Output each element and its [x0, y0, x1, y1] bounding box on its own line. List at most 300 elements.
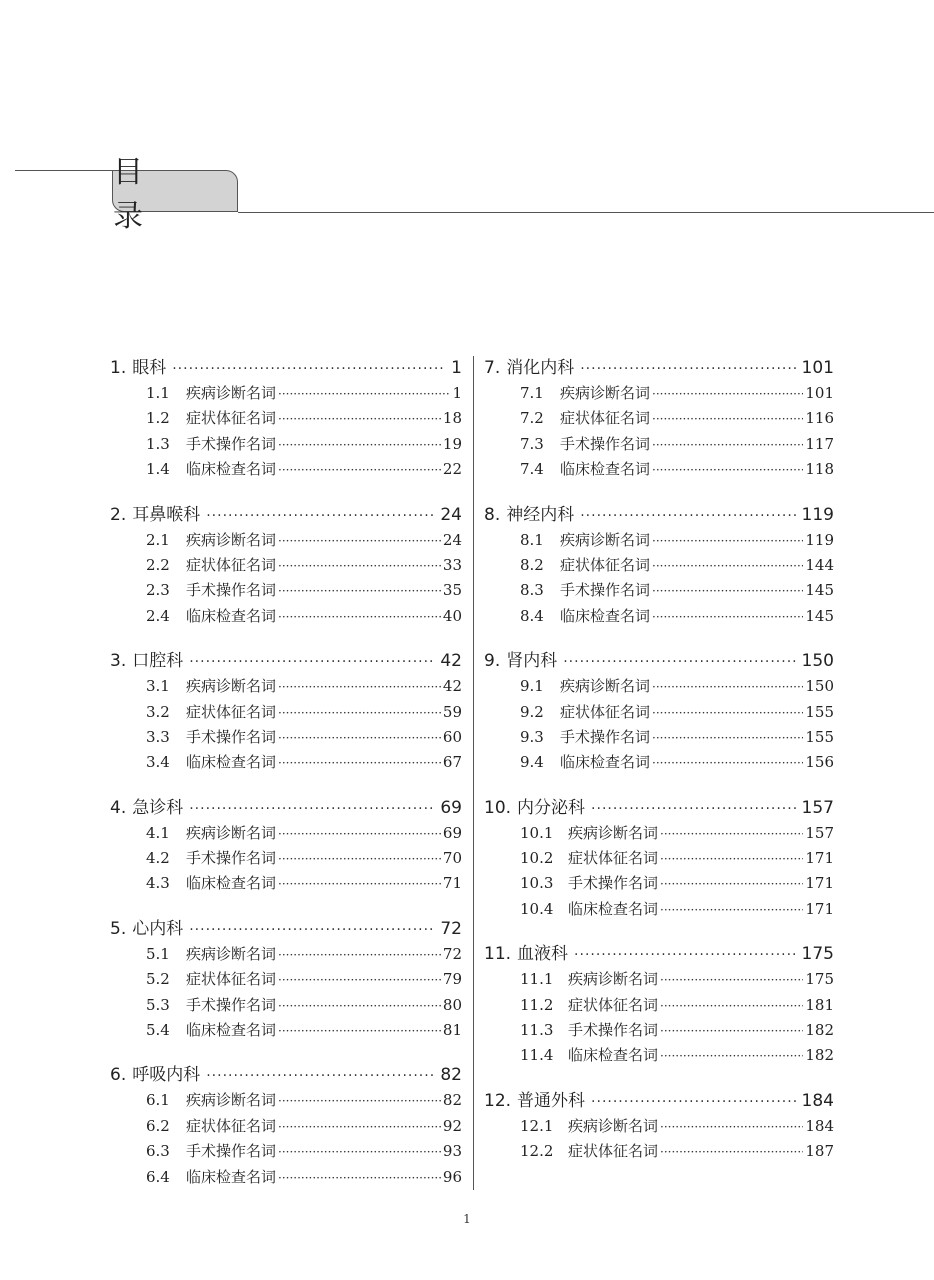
- dot-leader: [278, 458, 441, 483]
- section-title: 临床检查名词: [560, 460, 651, 479]
- toc-section-row[interactable]: [484, 725, 834, 750]
- toc-section-row[interactable]: [484, 1043, 834, 1068]
- chapter-number: 3.: [110, 651, 127, 672]
- section-number: 12.1: [520, 1116, 554, 1135]
- chapter-number: 7.: [484, 358, 501, 378]
- chapter-page: 157: [801, 797, 834, 818]
- chapter-page: 184: [801, 1090, 834, 1111]
- dot-leader: [652, 701, 803, 726]
- section-title: 手术操作名词: [186, 727, 277, 746]
- toc-section-row[interactable]: [110, 1114, 462, 1139]
- dot-leader: [580, 357, 795, 382]
- toc-section-row[interactable]: [110, 871, 462, 896]
- toc-chapter-row[interactable]: [484, 356, 834, 381]
- section-page: 171: [805, 849, 834, 868]
- dot-leader: [278, 407, 441, 432]
- dot-leader: [278, 822, 441, 847]
- section-title: 疾病诊断名词: [560, 384, 651, 402]
- section-number: 2.2: [146, 555, 170, 574]
- dot-leader: [591, 797, 796, 822]
- toc-section-row[interactable]: [484, 846, 834, 871]
- section-title: 症状体征名词: [568, 995, 659, 1014]
- toc-section-row[interactable]: [110, 1018, 462, 1043]
- section-number: 8.2: [520, 555, 544, 574]
- toc-section-row[interactable]: [110, 821, 462, 846]
- section-page: 69: [442, 823, 462, 842]
- section-number: 12.2: [520, 1142, 554, 1161]
- toc-section-row[interactable]: [484, 528, 834, 553]
- section-title: 疾病诊断名词: [186, 384, 277, 402]
- chapter-title: 消化内科: [506, 358, 575, 378]
- toc-section-row[interactable]: [110, 967, 462, 992]
- section-page: 82: [442, 1091, 462, 1110]
- toc-section-row[interactable]: [110, 846, 462, 871]
- toc-section-row[interactable]: [484, 821, 834, 846]
- toc-section-row[interactable]: [110, 1088, 462, 1113]
- section-title: 手术操作名词: [560, 434, 651, 453]
- dot-leader: [278, 1166, 441, 1191]
- section-page: 67: [442, 753, 462, 772]
- section-number: 3.4: [146, 753, 170, 772]
- section-number: 4.3: [146, 874, 170, 893]
- chapter-number: 9.: [484, 651, 501, 672]
- chapter-title: 口腔科: [132, 651, 184, 672]
- section-number: 1.1: [146, 384, 170, 402]
- section-number: 1.2: [146, 409, 170, 428]
- dot-leader: [660, 1019, 803, 1044]
- toc-section-row[interactable]: [110, 750, 462, 775]
- section-title: 疾病诊断名词: [568, 823, 659, 842]
- section-page: 59: [442, 702, 462, 721]
- section-number: 5.2: [146, 970, 170, 989]
- section-number: 8.4: [520, 606, 544, 625]
- section-number: 10.4: [520, 899, 554, 918]
- section-page: 81: [442, 1021, 462, 1040]
- toc-section-row[interactable]: [484, 1018, 834, 1043]
- dot-leader: [278, 994, 441, 1019]
- toc-section-row[interactable]: [110, 381, 462, 406]
- toc-right-column: [484, 356, 834, 1185]
- section-number: 2.3: [146, 581, 170, 600]
- chapter-title: 肾内科: [506, 651, 558, 672]
- section-page: 22: [442, 460, 462, 479]
- section-page: 33: [442, 555, 462, 574]
- section-page: 145: [805, 606, 834, 625]
- dot-leader: [652, 605, 803, 630]
- chapter-number: 8.: [484, 504, 501, 525]
- section-page: 150: [805, 677, 834, 696]
- section-number: 3.2: [146, 702, 170, 721]
- chapter-title: 神经内科: [506, 504, 575, 525]
- section-number: 4.2: [146, 849, 170, 868]
- toc-chapter: [484, 356, 834, 483]
- section-number: 10.3: [520, 874, 554, 893]
- toc-section-row[interactable]: [110, 1165, 462, 1190]
- section-number: 6.1: [146, 1091, 170, 1110]
- chapter-title: 内分泌科: [517, 797, 586, 818]
- section-page: 18: [442, 409, 462, 428]
- section-page: 156: [805, 753, 834, 772]
- toc-chapter: [110, 917, 462, 1044]
- section-number: 3.1: [146, 677, 170, 696]
- section-page: 92: [442, 1116, 462, 1135]
- toc-section-row[interactable]: [484, 674, 834, 699]
- section-title: 临床检查名词: [186, 1021, 277, 1040]
- section-title: 症状体征名词: [568, 1142, 659, 1161]
- chapter-number: 1.: [110, 358, 127, 378]
- dot-leader: [278, 1115, 441, 1140]
- toc-left-column: [110, 356, 462, 1210]
- dot-leader: [660, 822, 803, 847]
- section-page: 1: [452, 384, 462, 402]
- dot-leader: [652, 433, 803, 458]
- section-number: 8.3: [520, 581, 544, 600]
- dot-leader: [660, 847, 803, 872]
- dot-leader: [660, 1044, 803, 1069]
- header-rule-left: [15, 170, 120, 171]
- section-number: 5.3: [146, 995, 170, 1014]
- chapter-number: 5.: [110, 918, 127, 939]
- dot-leader: [206, 1064, 434, 1089]
- column-divider: [473, 356, 474, 1190]
- section-page: 181: [805, 995, 834, 1014]
- section-page: 35: [442, 581, 462, 600]
- toc-section-row[interactable]: [110, 604, 462, 629]
- section-number: 4.1: [146, 823, 170, 842]
- dot-leader: [278, 554, 441, 579]
- section-title: 疾病诊断名词: [186, 530, 277, 549]
- toc-section-row[interactable]: [110, 725, 462, 750]
- dot-leader: [206, 504, 434, 529]
- section-page: 24: [442, 530, 462, 549]
- section-number: 6.4: [146, 1167, 170, 1186]
- section-number: 2.4: [146, 606, 170, 625]
- toc-chapter: [484, 942, 834, 1069]
- dot-leader: [172, 357, 445, 382]
- toc-title-tab: [112, 155, 238, 234]
- chapter-page: 82: [440, 1065, 462, 1086]
- chapter-title: 眼科: [132, 358, 167, 378]
- section-number: 6.2: [146, 1116, 170, 1135]
- dot-leader: [580, 504, 795, 529]
- toc-section-row[interactable]: [484, 381, 834, 406]
- section-title: 症状体征名词: [568, 849, 659, 868]
- section-number: 7.4: [520, 460, 544, 479]
- chapter-page: 42: [440, 651, 462, 672]
- dot-leader: [652, 579, 803, 604]
- toc-section-row[interactable]: [484, 967, 834, 992]
- dot-leader: [278, 1140, 441, 1165]
- section-number: 1.3: [146, 434, 170, 453]
- section-title: 手术操作名词: [186, 995, 277, 1014]
- dot-leader: [574, 943, 796, 968]
- dot-leader: [652, 554, 803, 579]
- section-page: 40: [442, 606, 462, 625]
- section-title: 手术操作名词: [568, 1021, 659, 1040]
- toc-chapter-row[interactable]: [484, 649, 834, 674]
- toc-chapter-row[interactable]: [110, 796, 462, 821]
- toc-section-row[interactable]: [110, 432, 462, 457]
- section-page: 157: [805, 823, 834, 842]
- toc-section-row[interactable]: [110, 406, 462, 431]
- toc-section-row[interactable]: [110, 700, 462, 725]
- toc-section-row[interactable]: [110, 578, 462, 603]
- dot-leader: [660, 1115, 803, 1140]
- chapter-page: 175: [801, 944, 834, 965]
- toc-chapter: [110, 796, 462, 897]
- dot-leader: [652, 407, 803, 432]
- toc-section-row[interactable]: [484, 700, 834, 725]
- toc-chapter: [110, 356, 462, 483]
- section-title: 临床检查名词: [186, 606, 277, 625]
- section-number: 11.1: [520, 970, 554, 989]
- toc-chapter: [484, 796, 834, 923]
- chapter-page: 150: [801, 651, 834, 672]
- toc-section-row[interactable]: [110, 457, 462, 482]
- dot-leader: [660, 968, 803, 993]
- dot-leader: [563, 650, 795, 675]
- chapter-number: 2.: [110, 504, 127, 525]
- section-page: 171: [805, 899, 834, 918]
- section-page: 70: [442, 849, 462, 868]
- toc-chapter-row[interactable]: [110, 649, 462, 674]
- dot-leader: [278, 943, 441, 968]
- section-number: 2.1: [146, 530, 170, 549]
- dot-leader: [652, 675, 803, 700]
- chapter-title: 血液科: [517, 944, 569, 965]
- section-title: 疾病诊断名词: [560, 677, 651, 696]
- section-title: 疾病诊断名词: [568, 1116, 659, 1135]
- section-title: 症状体征名词: [186, 702, 277, 721]
- section-page: 182: [805, 1021, 834, 1040]
- toc-section-row[interactable]: [110, 528, 462, 553]
- chapter-number: 6.: [110, 1065, 127, 1086]
- dot-leader: [278, 605, 441, 630]
- section-number: 7.2: [520, 409, 544, 428]
- chapter-title: 普通外科: [517, 1090, 586, 1111]
- section-title: 手术操作名词: [560, 727, 651, 746]
- toc-title: 目 录: [113, 155, 177, 234]
- section-number: 3.3: [146, 727, 170, 746]
- dot-leader: [189, 797, 434, 822]
- dot-leader: [652, 458, 803, 483]
- toc-section-row[interactable]: [484, 1114, 834, 1139]
- section-number: 10.2: [520, 849, 554, 868]
- chapter-page: 1: [451, 358, 462, 378]
- toc-section-row[interactable]: [484, 871, 834, 896]
- section-page: 116: [805, 409, 834, 428]
- section-number: 11.4: [520, 1046, 554, 1065]
- section-page: 93: [442, 1142, 462, 1161]
- section-number: 9.1: [520, 677, 544, 696]
- section-number: 10.1: [520, 823, 554, 842]
- section-title: 症状体征名词: [186, 409, 277, 428]
- section-page: 184: [805, 1116, 834, 1135]
- toc-section-row[interactable]: [110, 674, 462, 699]
- section-number: 5.1: [146, 944, 170, 963]
- section-page: 187: [805, 1142, 834, 1161]
- section-page: 79: [442, 970, 462, 989]
- section-title: 症状体征名词: [560, 555, 651, 574]
- toc-chapter-row[interactable]: [110, 503, 462, 528]
- section-number: 8.1: [520, 530, 544, 549]
- toc-section-row[interactable]: [484, 1139, 834, 1164]
- section-title: 症状体征名词: [560, 702, 651, 721]
- dot-leader: [652, 529, 803, 554]
- toc-section-row[interactable]: [110, 1139, 462, 1164]
- toc-section-row[interactable]: [110, 942, 462, 967]
- toc-section-row[interactable]: [484, 604, 834, 629]
- dot-leader: [278, 529, 441, 554]
- chapter-page: 101: [801, 358, 834, 378]
- section-title: 疾病诊断名词: [560, 530, 651, 549]
- section-title: 手术操作名词: [560, 581, 651, 600]
- toc-section-row[interactable]: [484, 993, 834, 1018]
- section-title: 临床检查名词: [186, 460, 277, 479]
- chapter-page: 24: [440, 504, 462, 525]
- section-page: 182: [805, 1046, 834, 1065]
- toc-section-row[interactable]: [484, 750, 834, 775]
- section-page: 171: [805, 874, 834, 893]
- toc-section-row[interactable]: [484, 432, 834, 457]
- toc-section-row[interactable]: [110, 553, 462, 578]
- toc-section-row[interactable]: [484, 406, 834, 431]
- dot-leader: [591, 1090, 796, 1115]
- dot-leader: [660, 872, 803, 897]
- chapter-title: 呼吸内科: [132, 1065, 201, 1086]
- section-title: 临床检查名词: [186, 874, 277, 893]
- toc-section-row[interactable]: [110, 993, 462, 1018]
- chapter-page: 69: [440, 797, 462, 818]
- dot-leader: [278, 968, 441, 993]
- dot-leader: [652, 382, 803, 407]
- toc-chapter-row[interactable]: [110, 917, 462, 942]
- toc-chapter-row[interactable]: [484, 796, 834, 821]
- section-number: 6.3: [146, 1142, 170, 1161]
- toc-chapter-row[interactable]: [110, 1063, 462, 1088]
- dot-leader: [278, 1019, 441, 1044]
- section-page: 19: [442, 434, 462, 453]
- section-page: 145: [805, 581, 834, 600]
- section-page: 118: [805, 460, 834, 479]
- toc-section-row[interactable]: [484, 457, 834, 482]
- section-page: 144: [805, 555, 834, 574]
- toc-chapter-row[interactable]: [110, 356, 462, 381]
- toc-section-row[interactable]: [484, 553, 834, 578]
- section-number: 9.3: [520, 727, 544, 746]
- toc-section-row[interactable]: [484, 897, 834, 922]
- dot-leader: [660, 994, 803, 1019]
- section-page: 101: [805, 384, 834, 402]
- section-page: 175: [805, 970, 834, 989]
- section-title: 手术操作名词: [568, 874, 659, 893]
- dot-leader: [278, 382, 450, 407]
- toc-chapter-row[interactable]: [484, 1089, 834, 1114]
- section-page: 117: [805, 434, 834, 453]
- chapter-title: 急诊科: [132, 797, 184, 818]
- dot-leader: [652, 726, 803, 751]
- section-title: 症状体征名词: [186, 555, 277, 574]
- section-page: 119: [805, 530, 834, 549]
- section-page: 71: [442, 874, 462, 893]
- dot-leader: [278, 701, 441, 726]
- dot-leader: [278, 675, 441, 700]
- section-page: 155: [805, 702, 834, 721]
- section-title: 临床检查名词: [186, 753, 277, 772]
- section-number: 1.4: [146, 460, 170, 479]
- section-number: 11.2: [520, 995, 554, 1014]
- chapter-page: 72: [440, 918, 462, 939]
- section-number: 7.3: [520, 434, 544, 453]
- section-page: 80: [442, 995, 462, 1014]
- dot-leader: [278, 847, 441, 872]
- header-rule-right: [238, 212, 934, 213]
- page-number: 1: [463, 1212, 471, 1226]
- dot-leader: [652, 751, 803, 776]
- section-title: 手术操作名词: [186, 849, 277, 868]
- section-title: 手术操作名词: [186, 581, 277, 600]
- section-page: 72: [442, 944, 462, 963]
- chapter-page: 119: [801, 504, 834, 525]
- section-title: 疾病诊断名词: [568, 970, 659, 989]
- chapter-number: 10.: [484, 797, 512, 818]
- dot-leader: [660, 1140, 803, 1165]
- dot-leader: [660, 898, 803, 923]
- section-number: 11.3: [520, 1021, 554, 1040]
- chapter-number: 12.: [484, 1090, 512, 1111]
- section-title: 疾病诊断名词: [186, 1091, 277, 1110]
- section-title: 症状体征名词: [186, 970, 277, 989]
- section-page: 60: [442, 727, 462, 746]
- section-title: 临床检查名词: [568, 1046, 659, 1065]
- toc-chapter: [484, 503, 834, 630]
- chapter-title: 耳鼻喉科: [132, 504, 201, 525]
- section-title: 临床检查名词: [568, 899, 659, 918]
- chapter-number: 4.: [110, 797, 127, 818]
- toc-section-row[interactable]: [484, 578, 834, 603]
- chapter-title: 心内科: [132, 918, 184, 939]
- section-number: 7.1: [520, 384, 544, 402]
- toc-chapter: [484, 649, 834, 776]
- section-number: 9.4: [520, 753, 544, 772]
- dot-leader: [278, 1089, 441, 1114]
- section-title: 疾病诊断名词: [186, 944, 277, 963]
- section-title: 手术操作名词: [186, 1142, 277, 1161]
- dot-leader: [278, 726, 441, 751]
- dot-leader: [278, 751, 441, 776]
- toc-chapter: [484, 1089, 834, 1165]
- section-title: 手术操作名词: [186, 434, 277, 453]
- section-title: 临床检查名词: [560, 606, 651, 625]
- toc-chapter-row[interactable]: [484, 942, 834, 967]
- section-title: 疾病诊断名词: [186, 823, 277, 842]
- section-page: 155: [805, 727, 834, 746]
- toc-chapter: [110, 1063, 462, 1190]
- section-number: 5.4: [146, 1021, 170, 1040]
- section-title: 症状体征名词: [560, 409, 651, 428]
- dot-leader: [278, 872, 441, 897]
- toc-chapter-row[interactable]: [484, 503, 834, 528]
- dot-leader: [278, 579, 441, 604]
- dot-leader: [189, 918, 434, 943]
- section-page: 42: [442, 677, 462, 696]
- dot-leader: [278, 433, 441, 458]
- toc-chapter: [110, 503, 462, 630]
- chapter-number: 11.: [484, 944, 512, 965]
- section-title: 临床检查名词: [560, 753, 651, 772]
- dot-leader: [189, 650, 434, 675]
- section-page: 96: [442, 1167, 462, 1186]
